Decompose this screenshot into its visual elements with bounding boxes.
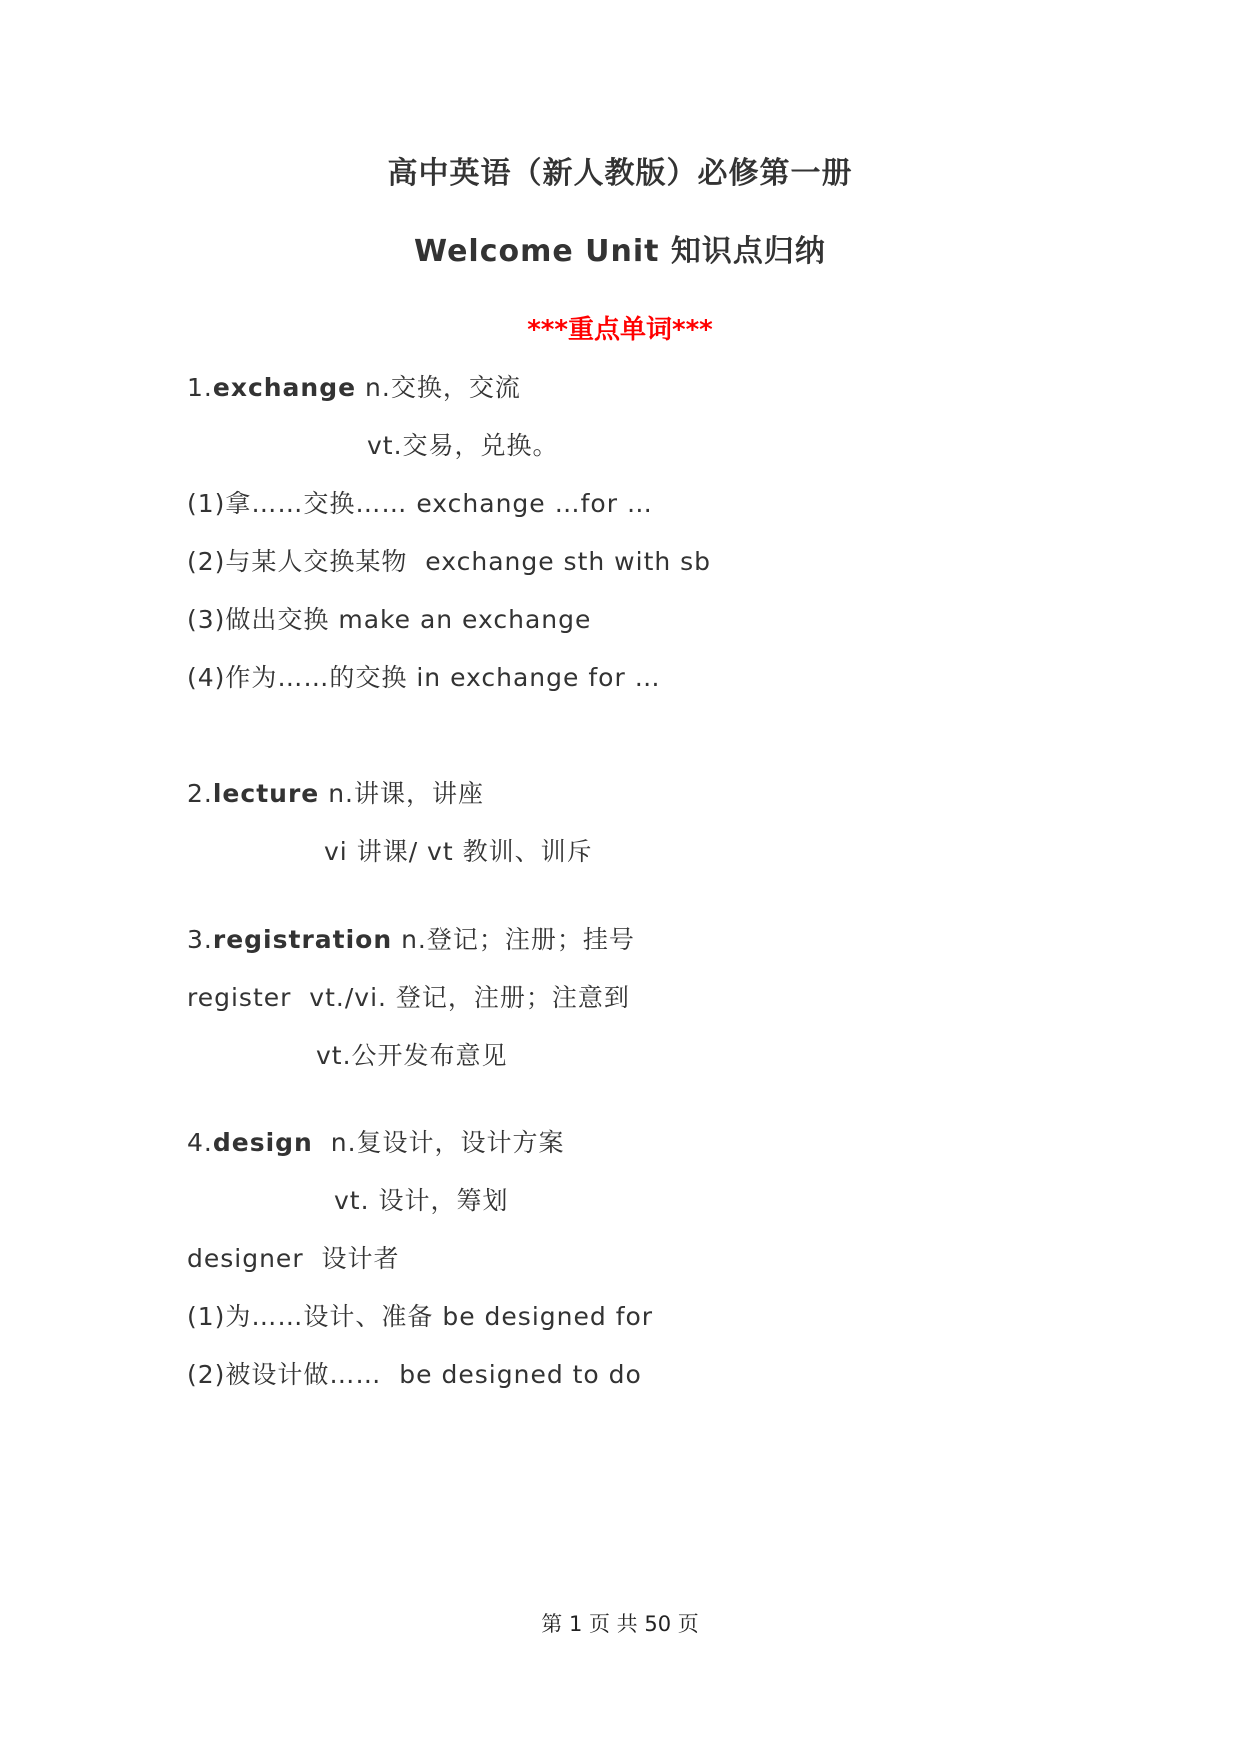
entry-line: (1)为……设计、准备 be designed for bbox=[187, 1302, 654, 1331]
section-heading-key-words: ***重点单词*** bbox=[527, 315, 713, 345]
entry-line: (4)作为……的交换 in exchange for … bbox=[187, 663, 661, 692]
entry-heading bbox=[187, 1127, 565, 1159]
entry-line: vt.交易，兑换。 bbox=[367, 431, 559, 460]
entry-line: (2)被设计做…… be designed to do bbox=[187, 1360, 642, 1389]
entry-line: register vt./vi. 登记，注册；注意到 bbox=[187, 983, 630, 1012]
entry-word: lecture bbox=[212, 779, 320, 808]
entry-line: designer 设计者 bbox=[187, 1244, 400, 1273]
document-title: 高中英语（新人教版）必修第一册 bbox=[387, 156, 853, 191]
entry-heading bbox=[187, 372, 521, 404]
entry-definition: n.复设计，设计方案 bbox=[312, 1128, 565, 1157]
entry-number: 2. bbox=[187, 779, 213, 808]
page-number-footer: 第 1 页 共 50 页 bbox=[541, 1612, 699, 1636]
entry-definition: n.登记；注册；挂号 bbox=[392, 925, 635, 954]
entry-line: vi 讲课/ vt 教训、训斥 bbox=[324, 837, 593, 866]
entry-word: exchange bbox=[212, 373, 357, 402]
entry-line: (3)做出交换 make an exchange bbox=[187, 605, 592, 634]
document-subtitle: Welcome Unit 知识点归纳 bbox=[414, 234, 826, 269]
entry-definition: n.讲课，讲座 bbox=[319, 779, 484, 808]
entry-heading bbox=[187, 778, 484, 810]
entry-word: registration bbox=[212, 925, 393, 954]
entry-word: design bbox=[212, 1128, 313, 1157]
entry-line: (2)与某人交换某物 exchange sth with sb bbox=[187, 547, 712, 576]
entry-definition: n.交换，交流 bbox=[356, 373, 521, 402]
entry-number: 3. bbox=[187, 925, 213, 954]
entry-heading bbox=[187, 924, 635, 956]
entry-line: vt.公开发布意见 bbox=[316, 1041, 508, 1070]
entry-number: 1. bbox=[187, 373, 213, 402]
entry-line: vt. 设计，筹划 bbox=[334, 1186, 509, 1215]
entry-number: 4. bbox=[187, 1128, 213, 1157]
entry-line: (1)拿……交换…… exchange …for … bbox=[187, 489, 653, 518]
